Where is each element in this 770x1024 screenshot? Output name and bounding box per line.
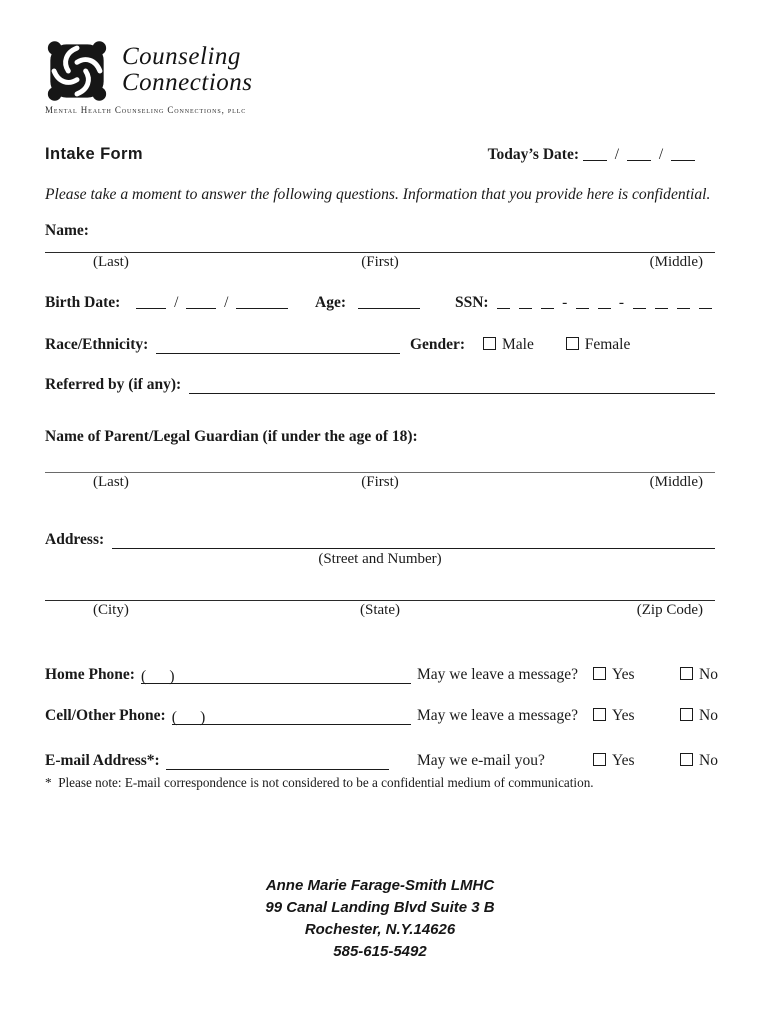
birth-date-label: Birth Date: (45, 294, 121, 311)
birth-date-field (45, 293, 315, 312)
age-label: Age: (315, 294, 346, 311)
confidentiality-note: Please take a moment to answer the following questions. Information that you provide here is confidential. (45, 186, 711, 203)
email-no-checkbox[interactable] (680, 753, 693, 766)
cell-message-yes-checkbox[interactable] (593, 708, 606, 721)
date-year-blank[interactable] (671, 145, 695, 161)
logo-subtitle: Mental Health Counseling Connections, pllc (45, 105, 247, 115)
gender-female-checkbox[interactable] (566, 337, 579, 350)
no-label: No (699, 752, 718, 769)
address-sublabels (45, 602, 715, 619)
todays-date-label: Today’s Date: (487, 146, 579, 163)
address-label: Address: (45, 531, 105, 548)
logo-title (122, 44, 253, 96)
guardian-first-hint: (First) (361, 474, 399, 490)
email-yes-option (593, 752, 680, 770)
form-title: Intake Form (45, 145, 143, 163)
zip-code-hint: (Zip Code) (636, 602, 703, 618)
ssn-label: SSN: (455, 294, 489, 311)
email-blank[interactable] (166, 754, 389, 770)
age-field (315, 293, 455, 312)
date-slash: / (658, 146, 664, 163)
birth-year-blank[interactable] (236, 293, 288, 309)
ssn-digit-blank[interactable] (598, 293, 611, 309)
date-day-blank[interactable] (627, 145, 651, 161)
gender-field (410, 336, 630, 354)
address-street-blank[interactable] (112, 533, 715, 549)
date-slash: / (614, 146, 620, 163)
home-message-no-option (680, 666, 718, 684)
name-sublabels (45, 254, 715, 271)
guardian-label: Name of Parent/Legal Guardian (if under the age of 18): (45, 428, 418, 445)
city-hint: (City) (93, 602, 129, 618)
street-number-hint: (Street and Number) (318, 551, 442, 567)
race-gender-row (45, 336, 715, 354)
practitioner-name: Anne Marie Farage-Smith LMHC (265, 877, 495, 894)
logo-block (45, 40, 715, 115)
birth-month-blank[interactable] (136, 293, 166, 309)
city-state-zip-blank-line[interactable] (45, 600, 715, 601)
no-label: No (699, 666, 718, 683)
header-row (45, 145, 715, 164)
cell-message-yes-option (593, 707, 680, 725)
home-message-question: May we leave a message? (417, 666, 578, 683)
home-phone-blank[interactable] (141, 668, 411, 684)
race-label: Race/Ethnicity: (45, 336, 149, 353)
ssn-digit-blank[interactable] (633, 293, 646, 309)
no-label: No (699, 707, 718, 724)
name-label: Name: (45, 222, 89, 239)
yes-label: Yes (612, 666, 635, 683)
cell-phone-blank[interactable] (172, 709, 411, 725)
email-row (45, 752, 718, 770)
referred-by-field (45, 376, 715, 394)
gender-male-label: Male (501, 336, 534, 353)
yes-label: Yes (612, 752, 635, 769)
email-label: E-mail Address*: (45, 752, 160, 769)
date-month-blank[interactable] (583, 145, 607, 161)
race-blank[interactable] (156, 338, 400, 354)
email-field (45, 752, 417, 770)
area-code-parens: ( ) (140, 668, 175, 685)
gender-male-option (483, 336, 534, 353)
referred-by-blank[interactable] (189, 378, 715, 394)
home-phone-field (45, 666, 417, 684)
guardian-middle-hint: (Middle) (649, 474, 703, 490)
interlocking-figures-logo-icon (45, 40, 109, 102)
practice-street-address: 99 Canal Landing Blvd Suite 3 B (265, 899, 495, 916)
ssn-digit-blank[interactable] (677, 293, 690, 309)
gender-male-checkbox[interactable] (483, 337, 496, 350)
guardian-sublabels (45, 474, 715, 491)
home-message-yes-checkbox[interactable] (593, 667, 606, 680)
cell-message-no-option (680, 707, 718, 725)
ssn-digit-blank[interactable] (655, 293, 668, 309)
last-name-hint: (Last) (93, 254, 129, 270)
referred-by-label: Referred by (if any): (45, 376, 182, 393)
birth-day-blank[interactable] (186, 293, 216, 309)
ssn-digit-blank[interactable] (576, 293, 589, 309)
home-phone-row (45, 666, 718, 685)
cell-phone-label: Cell/Other Phone: (45, 707, 166, 724)
cell-phone-field (45, 707, 417, 725)
middle-name-hint: (Middle) (649, 254, 703, 270)
practice-contact-block (45, 875, 715, 963)
logo-title-line2: Connections (122, 69, 253, 96)
address-field (45, 531, 715, 549)
email-no-option (680, 752, 718, 770)
guardian-name-blank-line[interactable] (45, 472, 715, 473)
first-name-hint: (First) (361, 254, 399, 270)
cell-phone-row (45, 707, 718, 726)
ssn-field (455, 293, 715, 312)
ssn-digit-blank[interactable] (497, 293, 510, 309)
ssn-separator: - (562, 294, 568, 311)
practice-phone-number: 585-615-5492 (333, 943, 427, 960)
state-hint: (State) (360, 602, 400, 618)
gender-label: Gender: (410, 336, 466, 353)
gender-female-option (566, 336, 631, 353)
email-confidentiality-footnote: * Please note: E-mail correspondence is not considered to be a confidential medium of communication. (45, 775, 594, 790)
logo-title-line1: Counseling (122, 43, 241, 70)
practice-city-state-zip: Rochester, N.Y.14626 (304, 921, 456, 938)
date-slash: / (174, 294, 179, 311)
ssn-digit-blank[interactable] (519, 293, 532, 309)
email-yes-checkbox[interactable] (593, 753, 606, 766)
area-code-parens: ( ) (171, 709, 206, 726)
gender-female-label: Female (584, 336, 631, 353)
ssn-separator: - (618, 294, 625, 311)
age-blank[interactable] (358, 293, 420, 309)
email-question: May we e-mail you? (417, 752, 545, 769)
guardian-last-hint: (Last) (93, 474, 129, 490)
birth-age-ssn-row (45, 293, 715, 312)
name-blank-line[interactable] (45, 252, 715, 253)
home-message-yes-option (593, 666, 680, 684)
home-phone-label: Home Phone: (45, 666, 135, 683)
home-message-no-checkbox[interactable] (680, 667, 693, 680)
ssn-digit-blank[interactable] (541, 293, 554, 309)
yes-label: Yes (612, 707, 635, 724)
date-slash: / (224, 294, 229, 311)
ssn-digit-blank[interactable] (699, 293, 712, 309)
todays-date-field (488, 145, 695, 164)
race-field (45, 336, 410, 354)
cell-message-no-checkbox[interactable] (680, 708, 693, 721)
cell-message-question: May we leave a message? (417, 707, 578, 724)
